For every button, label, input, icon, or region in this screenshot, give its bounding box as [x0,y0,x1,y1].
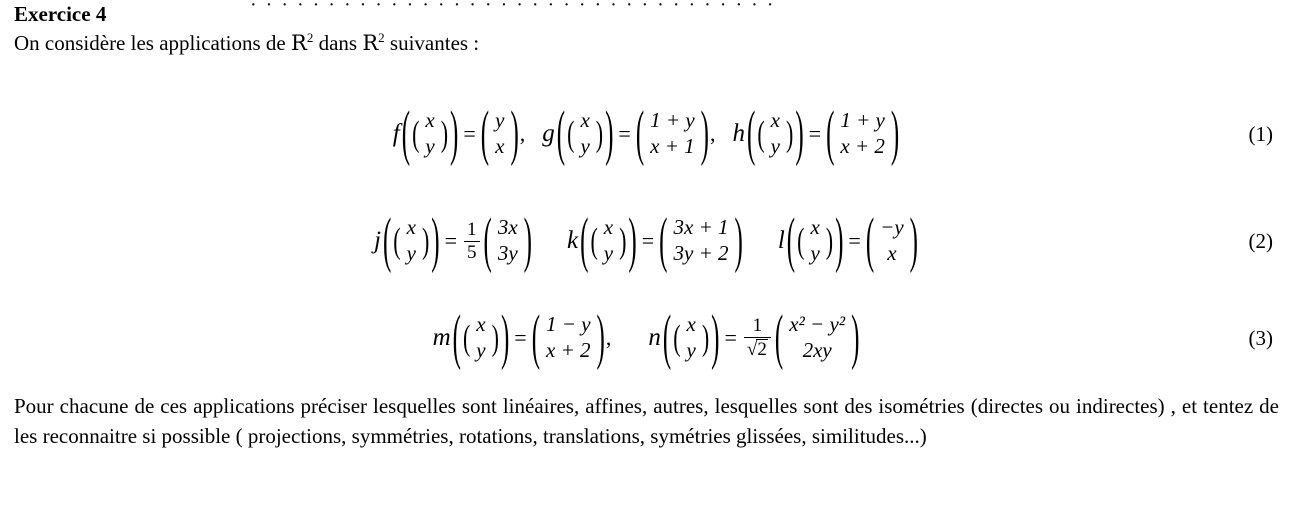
close-paren-inner-f: ) [440,112,449,154]
function-definition-n [648,304,860,372]
separator-m: , [605,325,612,350]
result-bottom-h: x + 2 [840,134,885,158]
argument-top-k: x [603,215,614,240]
open-paren-inner-f: ( [412,112,420,154]
top-rule-decoration: · · · · · · · · · · · · · · · · · · · · · · · · · · · · · · · · · · [250,0,776,16]
open-paren-outer-h: ( [747,100,756,168]
argument-top-m: x [476,312,486,337]
function-name-m: m [432,324,451,351]
closing-paragraph: Pour chacune de ces applications préciser lesquelles sont linéaires, affines, autres, lesquelles sont des isométries (directes ou indirectes) , et tentez de les reconnaitre si possible ( projections, symmétries, rotations, translations, symétries glissées, similitudes...) [14,394,1279,448]
open-paren-inner-h: ( [757,112,765,154]
function-definition-j [374,207,533,275]
close-paren-inner-k: ) [619,219,627,261]
result-top-n: x² − y² [789,312,846,337]
result-bottom-n: 2xy [802,338,832,362]
intro-text-after: suivantes : [384,31,480,55]
close-paren-inner-g: ) [595,112,604,154]
argument-vector-n [682,312,701,363]
argument-bottom-k: y [603,241,614,265]
close-paren-outer-h: ) [795,100,804,168]
function-definition-m [432,304,615,372]
open-paren-inner-l: ( [797,219,805,261]
equation-row-2 [0,203,1293,279]
result-bottom-g: x + 1 [650,134,695,158]
argument-top-n: x [686,312,696,337]
close-paren-outer-k: ) [628,207,637,275]
argument-vector-m [471,312,490,363]
argument-vector-g [575,108,594,159]
result-vector-l [875,215,909,266]
argument-bottom-f: y [425,134,435,158]
result-top-m: 1 − y [546,312,591,337]
equals-sign-f: = [463,121,476,146]
exercise-title: Exercice 4 [14,2,107,26]
open-paren-inner-g: ( [567,112,575,154]
result-top-h: 1 + y [840,108,885,133]
argument-top-f: x [425,108,435,133]
argument-vector-j [402,215,421,266]
function-definition-l [777,207,919,275]
equation-number-3: (3) [1248,326,1273,350]
close-paren-inner-h: ) [785,112,794,154]
argument-bottom-l: y [810,241,820,265]
equation-row-3 [0,300,1293,376]
open-paren-outer-j: ( [382,207,392,275]
coefficient-fraction-n [741,316,774,360]
open-paren-inner-j: ( [393,219,401,261]
result-vector-j [493,215,523,266]
open-paren-outer-k: ( [580,207,589,275]
equals-sign-h: = [808,121,822,146]
reals-exponent-second: 2 [378,30,385,45]
close-paren-outer-n: ) [711,304,720,372]
separator-g: , [710,121,716,146]
close-paren-result-h: ) [890,100,900,168]
argument-top-j: x [406,215,416,240]
reals-symbol-first: R [291,31,307,55]
close-paren-inner-m: ) [491,316,499,358]
close-paren-result-l: ) [909,207,918,275]
argument-vector-l [805,215,824,266]
open-paren-outer-m: ( [452,304,461,372]
argument-vector-f [420,108,439,159]
function-definition-k [567,207,744,275]
result-vector-h [835,108,890,159]
radical-bar: 2 [757,339,767,360]
argument-bottom-m: y [476,338,486,362]
open-paren-outer-l: ( [786,207,796,275]
result-vector-g [645,108,700,159]
function-name-l: l [777,227,785,254]
open-paren-result-n: ( [774,304,784,372]
separator-f: , [519,121,526,146]
argument-top-h: x [770,108,780,133]
square-root-icon: √2 [746,339,767,360]
argument-top-g: x [580,108,590,133]
close-paren-inner-l: ) [825,219,834,261]
exercise-intro [14,31,479,56]
equation-row-1 [0,96,1293,172]
open-paren-result-f: ( [480,100,490,168]
open-paren-outer-n: ( [662,304,672,372]
coefficient-numerator-n: 1 [752,315,763,337]
result-vector-k [669,215,734,266]
argument-bottom-h: y [770,134,780,158]
result-vector-f [490,108,509,159]
result-bottom-j: 3y [497,241,518,265]
function-name-g: g [542,120,555,147]
function-definition-g [542,100,718,168]
coefficient-denominator-n [744,337,771,360]
function-name-f: f [392,120,400,147]
result-bottom-m: x + 2 [546,338,591,362]
equation-number-1: (1) [1248,122,1273,146]
close-paren-inner-n: ) [701,316,710,358]
function-definition-h [732,100,901,168]
function-name-k: k [567,227,579,254]
result-top-j: 3x [497,215,518,240]
coefficient-numerator-j: 1 [467,218,477,240]
open-paren-result-g: ( [635,100,645,168]
close-paren-result-m: ) [596,304,605,372]
open-paren-result-h: ( [826,100,835,168]
close-paren-outer-l: ) [835,207,844,275]
equals-sign-g: = [618,121,631,146]
argument-top-l: x [810,215,820,240]
intro-text-middle: dans [313,31,363,55]
close-paren-outer-g: ) [605,100,614,168]
argument-bottom-n: y [686,338,696,362]
equation-number-2: (2) [1248,229,1273,253]
argument-bottom-j: y [406,241,416,265]
argument-vector-h [766,108,785,159]
equals-sign-l: = [848,228,861,253]
exercise-closing-text [14,392,1279,452]
reals-symbol-second: R [362,31,379,55]
intro-text-before: On considère les applications de [14,31,291,55]
open-paren-result-j: ( [483,207,492,275]
argument-vector-k [599,215,618,266]
open-paren-result-m: ( [531,304,541,372]
open-paren-outer-g: ( [556,100,566,168]
function-definition-f [392,100,529,168]
close-paren-result-k: ) [734,207,743,275]
close-paren-result-f: ) [510,100,519,168]
result-vector-m [541,312,596,363]
result-bottom-f: x [495,134,505,158]
function-name-n: n [648,324,661,351]
result-top-f: y [495,108,505,133]
function-name-h: h [732,120,745,147]
result-top-l: −y [880,215,904,240]
open-paren-inner-k: ( [590,219,598,261]
function-name-j: j [374,227,381,254]
result-top-k: 3x + 1 [673,215,729,240]
argument-bottom-g: y [580,134,590,158]
open-paren-outer-f: ( [401,100,411,168]
result-vector-n [784,312,850,363]
close-paren-outer-f: ) [450,100,459,168]
close-paren-inner-j: ) [421,219,430,261]
equals-sign-n: = [724,325,737,350]
open-paren-inner-m: ( [462,316,471,358]
reals-exponent-first: 2 [306,30,314,45]
close-paren-outer-m: ) [500,304,510,372]
coefficient-fraction-j [461,220,483,263]
equals-sign-m: = [514,325,527,350]
close-paren-result-g: ) [700,100,709,168]
open-paren-inner-n: ( [673,316,681,358]
close-paren-result-n: ) [851,304,860,372]
result-top-g: 1 + y [650,108,695,133]
result-bottom-k: 3y + 2 [673,241,729,265]
coefficient-denominator-j: 5 [464,241,480,263]
close-paren-outer-j: ) [431,207,440,275]
equals-sign-k: = [641,228,655,253]
close-paren-result-j: ) [523,207,532,275]
equals-sign-j: = [444,228,458,253]
open-paren-result-k: ( [659,207,668,275]
result-bottom-l: x [887,241,897,265]
open-paren-result-l: ( [865,207,875,275]
